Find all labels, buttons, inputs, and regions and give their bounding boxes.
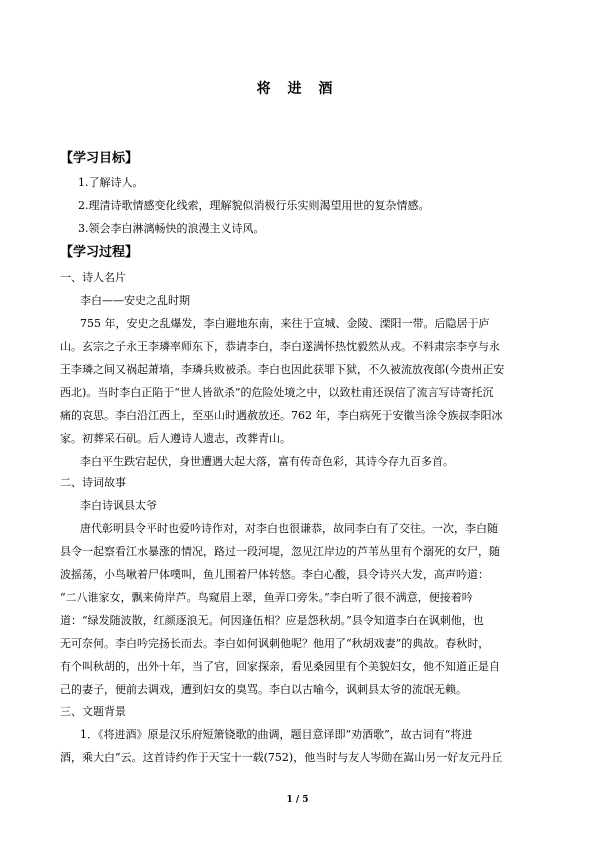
paragraph-line: 县令一起察看江水暴涨的情况，路过一段河堤，忽见江岸边的芦苇丛里有个溺死的女尸，随 xyxy=(60,545,500,558)
section-2-title: 二、诗词故事 xyxy=(60,476,126,489)
section-1-title: 一、诗人名片 xyxy=(60,271,126,284)
paragraph-line: 李白平生跌宕起伏，身世遭遇大起大落，富有传奇色彩，其诗今存九百多首。 xyxy=(80,455,454,468)
process-heading: 【学习过程】 xyxy=(60,245,139,260)
paragraph-line: 王李璘之间又祸起萧墙，李璘兵败被杀。李白也因此获罪下狱，不久被流放夜郎(今贵州正安 xyxy=(60,363,505,376)
goal-item-1: 1.了解诗人。 xyxy=(78,176,144,189)
paragraph-line: 痛的哀思。李白沿江西上，至巫山时遇赦放还。762 年，李白病死于安徽当涂令族叔李阳冰 xyxy=(60,409,503,422)
page-title: 将 进 酒 xyxy=(256,81,339,97)
paragraph-line: 山。玄宗之子永王李璘率师东下，恭请李白，李白遂满怀热忱毅然从戎。不料肃宗李亨与永 xyxy=(60,340,500,353)
paragraph-line: 酒，乘大白”云。这首诗约作于天宝十一载(752)，他当时与友人岑勋在嵩山另一好友元丹丘 xyxy=(60,751,503,764)
paragraph-line: 1．《将进酒》原是汉乐府短箫铙歌的曲调，题目意译即“劝酒歌”，故古词有“将进 xyxy=(80,728,473,741)
paragraph-line: 唐代彰明县令平时也爱吟诗作对，对李白也很谦恭，故同李白有了交往。一次，李白随 xyxy=(80,522,498,535)
page-number: 1 / 5 xyxy=(286,795,309,805)
section-1-subtitle: 李白——安史之乱时期 xyxy=(80,294,190,307)
goals-heading: 【学习目标】 xyxy=(60,151,139,166)
paragraph-line: 有个叫秋胡的，出外十年，当了官，回家探亲，看见桑园里有个美貌妇女，他不知道正是自 xyxy=(60,660,500,673)
paragraph-line: 波摇荡，小鸟啾着尸体噗叫，鱼儿围着尸体转悠。李白心酸，县令诗兴大发，高声吟道： xyxy=(60,568,489,581)
paragraph-line: 西北)。当时李白正陷于“世人皆欲杀”的危险处境之中，以致杜甫还误信了流言写诗寄托沉 xyxy=(60,386,494,399)
paragraph-line: 755 年，安史之乱爆发，李白避地东南，来往于宣城、金陵、溧阳一带。后隐居于庐 xyxy=(80,317,490,330)
paragraph-line: 己的妻子，便前去调戏，遭到妇女的臭骂。李白以古喻今，讽刺县太爷的流氓无赖。 xyxy=(60,683,467,696)
paragraph-line: 无可奈何。李白吟完扬长而去。李白如何讽刺他呢？他用了“秋胡戏妻”的典故。春秋时， xyxy=(60,637,490,650)
section-2-subtitle: 李白诗讽县太爷 xyxy=(80,499,157,512)
section-3-title: 三、文题背景 xyxy=(60,705,126,718)
goal-item-2: 2.理清诗歌情感变化线索，理解貌似消极行乐实则渴望用世的复杂情感。 xyxy=(78,199,430,212)
goal-item-3: 3.领会李白淋漓畅快的浪漫主义诗风。 xyxy=(78,222,265,235)
paragraph-line: “二八谁家女，飘来倚岸芦。鸟窥眉上翠，鱼弄口旁朱。”李白听了很不满意，便接着吟 xyxy=(60,591,473,604)
paragraph-line: 道：“绿发随波散，红颜逐浪无。何因逢伍相？应是怨秋胡。”县令知道李白在讽刺他，也 xyxy=(60,614,484,627)
paragraph-line: 家。初葬采石矶。后人遵诗人遗志，改葬青山。 xyxy=(60,432,291,445)
